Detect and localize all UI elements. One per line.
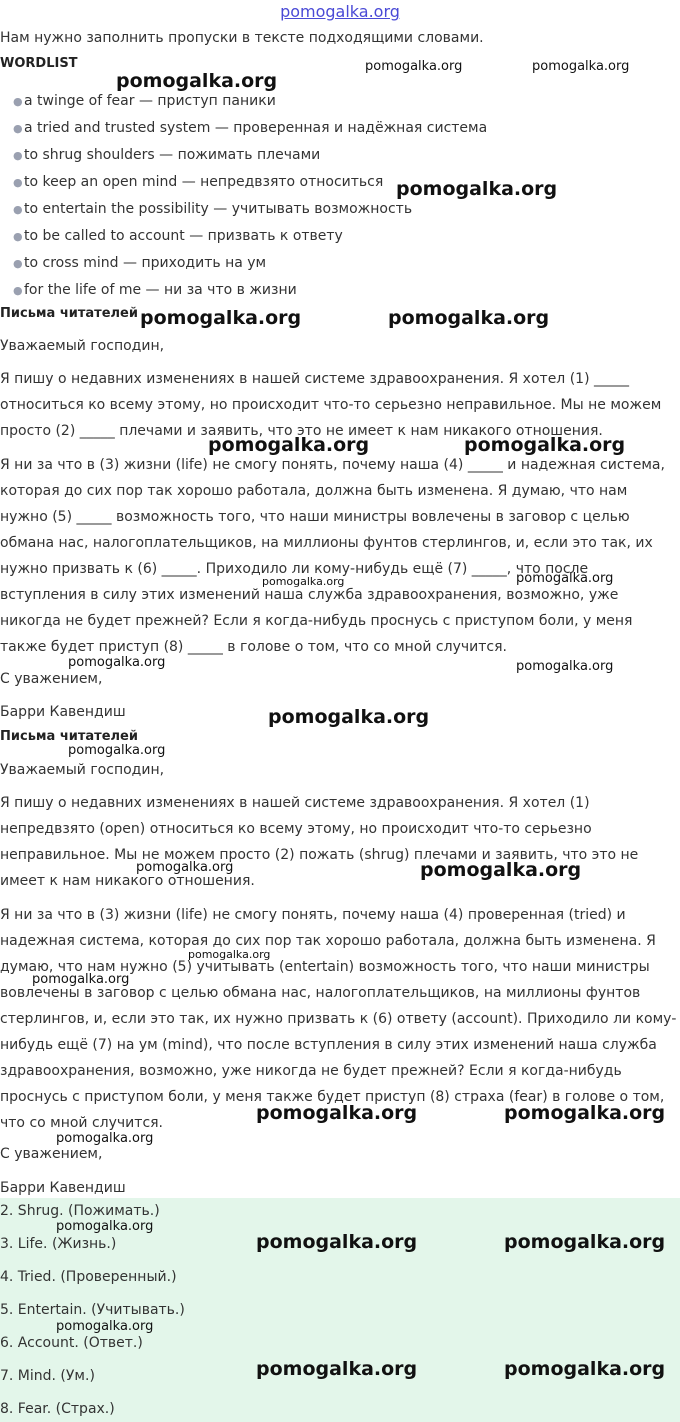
intro-text: Нам нужно заполнить пропуски в тексте подходящими словами. bbox=[0, 30, 484, 46]
watermark: pomogalka.org bbox=[56, 1319, 154, 1334]
watermark: pomogalka.org bbox=[116, 70, 278, 92]
bullet-icon: ● bbox=[13, 284, 23, 297]
letter2-greeting: Уважаемый господин, bbox=[0, 762, 165, 778]
watermark: pomogalka.org bbox=[532, 59, 630, 74]
watermark: pomogalka.org bbox=[516, 571, 614, 586]
text-line: Я ни за что в (3) жизни (life) не смогу понять, почему наша (4) _____ и надежная система, bbox=[0, 457, 665, 473]
answer-item: 4. Tried. (Проверенный.) bbox=[0, 1269, 177, 1285]
watermark: pomogalka.org bbox=[516, 659, 614, 674]
watermark: pomogalka.org bbox=[262, 575, 345, 588]
text-line: вступления в силу этих изменений наша служба здравоохранения, возможно, уже bbox=[0, 587, 619, 603]
letter1-closing: С уважением, bbox=[0, 671, 103, 687]
text-line: относиться ко всему этому, но происходит что-то серьезно неправильное. Мы не можем bbox=[0, 397, 662, 413]
letter1-paragraph-2 bbox=[0, 452, 680, 660]
watermark: pomogalka.org bbox=[420, 859, 582, 881]
bullet-icon: ● bbox=[13, 95, 23, 108]
text-line: просто (2) _____ плечами и заявить, что это не имеет к нам никакого отношения. bbox=[0, 423, 603, 439]
text-line: Я пишу о недавних изменениях в нашей системе здравоохранения. Я хотел (1) bbox=[0, 795, 590, 811]
bullet-icon: ● bbox=[13, 149, 23, 162]
text-line: думаю, что нам нужно (5) учитывать (entertain) возможность того, что наши министры bbox=[0, 959, 650, 975]
wordlist-heading: WORDLIST bbox=[0, 56, 78, 71]
watermark: pomogalka.org bbox=[136, 860, 234, 875]
text-line: здравоохранения, возможно, уже никогда не будет прежней? Если я когда-нибудь bbox=[0, 1063, 622, 1079]
watermark: pomogalka.org bbox=[504, 1231, 666, 1253]
watermark: pomogalka.org bbox=[188, 948, 271, 961]
watermark: pomogalka.org bbox=[464, 434, 626, 456]
letter1-greeting: Уважаемый господин, bbox=[0, 338, 165, 354]
text-line: стерлингов, и, если это так, их нужно призвать к (6) ответу (account). Приходило ли кому- bbox=[0, 1011, 677, 1027]
wordlist-item: ● to keep an open mind — непредвзято относиться bbox=[0, 169, 487, 196]
answer-item: 2. Shrug. (Пожимать.) bbox=[0, 1203, 160, 1219]
watermark: pomogalka.org bbox=[504, 1358, 666, 1380]
wordlist-item: ● to cross mind — приходить на ум bbox=[0, 250, 487, 277]
bullet-icon: ● bbox=[13, 230, 23, 243]
text-line: также будет приступ (8) _____ в голове о том, что со мной случится. bbox=[0, 639, 507, 655]
wordlist-item: ● to entertain the possibility — учитывать возможность bbox=[0, 196, 487, 223]
watermark: pomogalka.org bbox=[504, 1102, 666, 1124]
watermark: pomogalka.org bbox=[256, 1231, 418, 1253]
text-line: Я ни за что в (3) жизни (life) не смогу понять, почему наша (4) проверенная (tried) и bbox=[0, 907, 626, 923]
answer-item: 3. Life. (Жизнь.) bbox=[0, 1236, 117, 1252]
letter2-signature: Барри Кавендиш bbox=[0, 1180, 126, 1196]
wordlist-item: ● for the life of me — ни за что в жизни bbox=[0, 277, 487, 304]
text-line: обмана нас, налогоплательщиков, на миллионы фунтов стерлингов, и, если это так, их bbox=[0, 535, 653, 551]
letter2-closing: С уважением, bbox=[0, 1146, 103, 1162]
letter1-signature: Барри Кавендиш bbox=[0, 704, 126, 720]
text-line: неправильное. Мы не можем просто (2) пожать (shrug) плечами и заявить, что это не bbox=[0, 847, 639, 863]
wordlist-item: ● to be called to account — призвать к ответу bbox=[0, 223, 487, 250]
text-line: что со мной случится. bbox=[0, 1115, 164, 1131]
text-line: нужно призвать к (6) _____. Приходило ли кому-нибудь ещё (7) _____, что после bbox=[0, 561, 589, 577]
text-line: которая до сих пор так хорошо работала, должна быть изменена. Я думаю, что нам bbox=[0, 483, 628, 499]
letter1-heading: Письма читателей bbox=[0, 306, 138, 321]
text-line: никогда не будет прежней? Если я когда-нибудь проснусь с приступом боли, у меня bbox=[0, 613, 633, 629]
answer-item: 8. Fear. (Страх.) bbox=[0, 1401, 115, 1417]
watermark: pomogalka.org bbox=[32, 972, 130, 987]
answer-item: 5. Entertain. (Учитывать.) bbox=[0, 1302, 185, 1318]
letter2-heading: Письма читателей bbox=[0, 729, 138, 744]
watermark: pomogalka.org bbox=[388, 307, 550, 329]
watermark: pomogalka.org bbox=[56, 1131, 154, 1146]
text-line: Я пишу о недавних изменениях в нашей системе здравоохранения. Я хотел (1) _____ bbox=[0, 371, 629, 387]
letter2-paragraph-2 bbox=[0, 902, 680, 1136]
watermark: pomogalka.org bbox=[68, 655, 166, 670]
letter1-paragraph-1 bbox=[0, 366, 680, 444]
bullet-icon: ● bbox=[13, 176, 23, 189]
watermark: pomogalka.org bbox=[256, 1102, 418, 1124]
text-line: вовлечены в заговор с целью обмана нас, налогоплательщиков, на миллионы фунтов bbox=[0, 985, 641, 1001]
text-line: проснусь с приступом боли, у меня также будет приступ (8) страха (fear) в голове о том, bbox=[0, 1089, 665, 1105]
watermark: pomogalka.org bbox=[365, 59, 463, 74]
bullet-icon: ● bbox=[13, 257, 23, 270]
wordlist-item: ● a tried and trusted system — проверенная и надёжная система bbox=[0, 115, 487, 142]
answer-item: 7. Mind. (Ум.) bbox=[0, 1368, 95, 1384]
text-line: надежная система, которая до сих пор так хорошо работала, должна быть изменена. Я bbox=[0, 933, 656, 949]
wordlist-item: ● a twinge of fear — приступ паники bbox=[0, 88, 487, 115]
bullet-icon: ● bbox=[13, 122, 23, 135]
text-line: непредвзято (open) относиться ко всему этому, но происходит что-то серьезно bbox=[0, 821, 592, 837]
watermark: pomogalka.org bbox=[256, 1358, 418, 1380]
watermark: pomogalka.org bbox=[268, 706, 430, 728]
watermark: pomogalka.org bbox=[396, 178, 558, 200]
text-line: нибудь ещё (7) на ум (mind), что после вступления в силу этих изменений наша служба bbox=[0, 1037, 657, 1053]
answer-item: 6. Account. (Ответ.) bbox=[0, 1335, 143, 1351]
wordlist-item: ● to shrug shoulders — пожимать плечами bbox=[0, 142, 487, 169]
site-title[interactable]: pomogalka.org bbox=[280, 2, 400, 21]
text-line: имеет к нам никакого отношения. bbox=[0, 873, 255, 889]
watermark: pomogalka.org bbox=[208, 434, 370, 456]
watermark: pomogalka.org bbox=[56, 1219, 154, 1234]
watermark: pomogalka.org bbox=[68, 743, 166, 758]
bullet-icon: ● bbox=[13, 203, 23, 216]
text-line: нужно (5) _____ возможность того, что наши министры вовлечены в заговор с целью bbox=[0, 509, 630, 525]
watermark: pomogalka.org bbox=[140, 307, 302, 329]
